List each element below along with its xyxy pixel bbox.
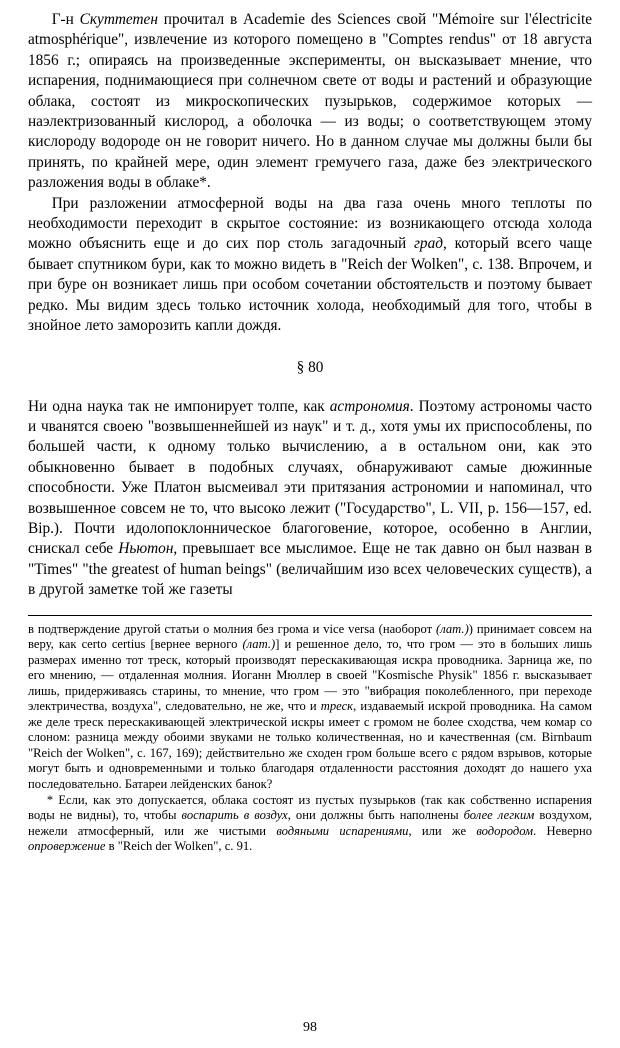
- paragraph: При разложении атмосферной воды на два газа очень много теплоты по необходимости переходит в скрытое состояние: из возникающего отсюда холода можно объяснить еще и до сих пор столь загадочный град, который всего чаще бывает спутником бури, как то можно видеть в "Reich der Wolken", с. 138. Впрочем, и при буре он возникает лишь при особом сочетании обстоятельств и поэтому бывает редко. Мы видим здесь только источник холода, необходимый для того, чтобы в знойное лето заморозить капли дождя.: [28, 194, 592, 335]
- paragraph: Ни одна наука так не импонирует толпе, как астрономия. Поэтому астрономы часто и чванятся своею "возвышеннейшей из наук" и т. д., хотя умы их приспособлены, по большей части, к одному только вычислению, а в остальном они, как это обыкновенно бывает в подобных случаях, обнаруживают самые дюжинные способности. Уже Платон высмеивал эти притязания астрономии и напоминал, что возвышенное совсем не то, что высоко лежит ("Государство", L. VII, p. 156—157, ed. Bip.). Почти идолопоклонническое благоговение, которое, особенно в Англии, снискал себе Ньютон, превышает все мыслимое. Еще не так давно он был назван в "Times" "the greatest of human beings" (величайшим изо всех человеческих существ), а в другой заметке той же газеты: [28, 397, 593, 599]
- page-number: 98: [303, 1020, 317, 1035]
- main-text-column-2: [28, 397, 592, 601]
- main-text-column: [28, 10, 592, 337]
- footnote-divider: [28, 615, 592, 616]
- paragraph: Г-н Скуттетен прочитал в Academie des Sciences свой "Mémoire sur l'électricite atmosphérique", извлечение из которого помещено в "Comptes rendus" от 18 августа 1856 г.; опираясь на произведенные эксперименты, он высказывает мнение, что испарения, поднимающиеся при солнечном свете от воды и растений и образующие облака, состоят из микроскопических пузырьков, содержимое которых — наэлектризованный кислород, а оболочка — из воды; о соответствующем этому кислороду водороде он не говорит ничего. Но в данном случае мы должны были бы принять, по крайней мере, один элемент гремучего газа, даже без электрического разложения воды в облаке*.: [28, 11, 592, 192]
- footnote: * Если, как это допускается, облака состоят из пустых пузырьков (так как собственно испарения воды не видны), то, чтобы воспарить в воздух, они должны быть наполнены более легким воздухом, нежели атмосферный, или же чистыми водяными испарениями, или же водородом. Неверно опровержение в "Reich der Wolken", с. 91.: [28, 792, 593, 854]
- footnote-area: [28, 622, 592, 855]
- footnote: в подтверждение другой статьи о молния без грома и vice versa (наоборот (лат.)) принимает совсем на веру, как certo certius [вернее верного (лат.)] и решенное дело, то, что гром — это в больших лишь размерах именно тот треск, который производят перескакивающая искра проводника. Зарница же, по его мнению, — отдаленная молния. Иоганн Мюллер в своей "Kosmische Physik" 1856 г. высказывает лишь, придерживаясь старины, то мнение, что гром — это "вибрация поколебленного, при переходе электричества, воздуха", следовательно, не же, что и треск, издаваемый искрой проводника. На самом же деле треск перескакивающей электрической искры имеет с громом не более сходства, чем комар со слоном: разница между обоими звуками не только количественная, но и качественная (см. Birnbaum "Reich der Wolken", с. 167, 169); действительно же сходен гром больше всего с рядом взрывов, которые могут быть и одновременными и только благодаря отдаленности расстояния доходят до нашего уха последовательно. Батареи лейденских банок?: [28, 621, 593, 792]
- section-heading: § 80: [296, 358, 324, 376]
